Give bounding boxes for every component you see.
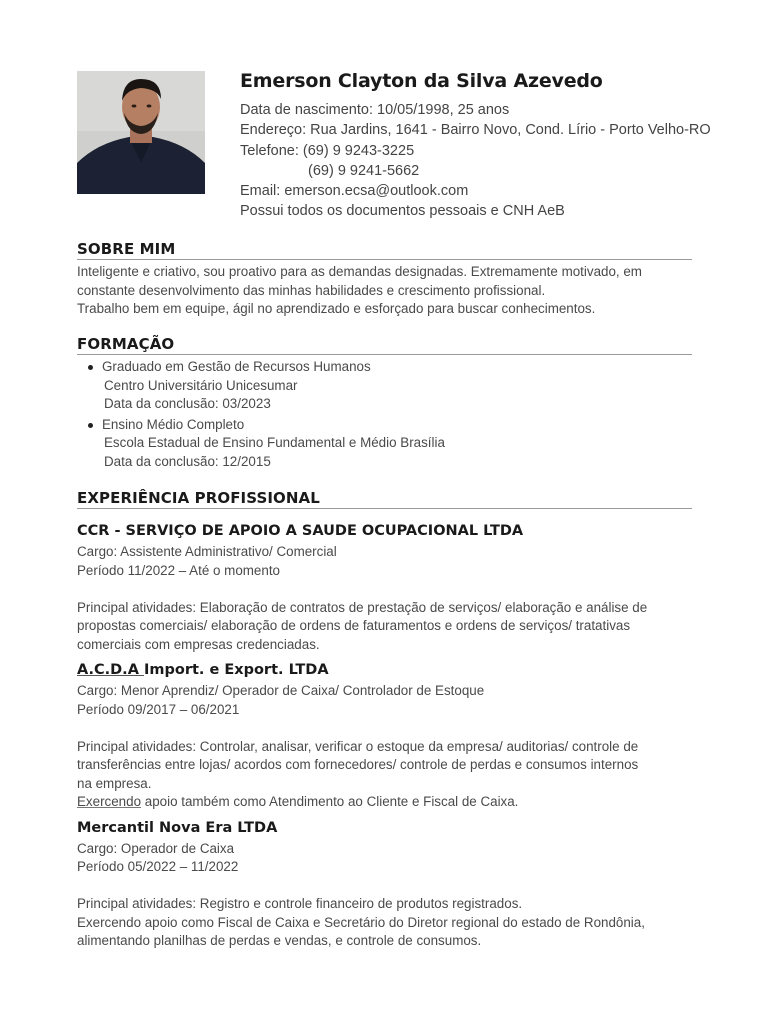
job-company: CCR - SERVIÇO DE APOIO A SAUDE OCUPACIONAL LTDA [77,523,524,539]
job-period: Período 05/2022 – 11/2022 [77,859,239,874]
job-description-line [77,793,692,812]
birth-date: Data de nascimento: 10/05/1998, 25 anos [240,102,510,118]
job-description-line: transferências entre lojas/ acordos com fornecedores/ controle de perdas e consumos internos [77,757,639,772]
email: Email: emerson.ecsa@outlook.com [240,183,469,200]
education-course: Ensino Médio Completo [102,416,245,432]
about-line: Trabalho bem em equipe, ágil no aprendizado e esforçado para buscar conhecimentos. [77,301,596,316]
education-list [77,358,692,471]
job-description-line: alimentando planilhas de perdas e vendas, e controle de consumos. [77,933,482,948]
education-section [77,335,692,473]
company-name-underlined: A.C.D.A [77,662,144,678]
job-period: Período 09/2017 – 06/2021 [77,701,240,717]
person-name: Emerson Clayton da Silva Azevedo [240,70,603,92]
job-entry [77,523,692,654]
job-description-line: Principal atividades: Controlar, analisar, verificar o estoque da empresa/ auditorias/ controle de [77,738,639,754]
education-school: Escola Estadual de Ensino Fundamental e Médio Brasília [104,435,445,450]
job-description-line: Exercendo apoio como Fiscal de Caixa e Secretário do Diretor regional do estado de Rondônia, [77,914,645,930]
experience-section [77,489,692,951]
job-role: Cargo: Menor Aprendiz/ Operador de Caixa/ Controlador de Estoque [77,683,485,698]
job-period: Período 11/2022 – Até o momento [77,562,280,578]
education-date: Data da conclusão: 03/2023 [104,396,271,411]
header-block [240,70,750,222]
job-company [77,662,692,678]
experience-title: EXPERIÊNCIA PROFISSIONAL [77,489,692,509]
education-title: FORMAÇÃO [77,335,692,355]
description-rest: apoio também como Atendimento ao Cliente e Fiscal de Caixa. [141,794,519,809]
address: Endereço: Rua Jardins, 1641 - Bairro Novo, Cond. Lírio - Porto Velho-RO [240,122,711,139]
education-course: Graduado em Gestão de Recursos Humanos [102,359,371,374]
about-line: Inteligente e criativo, sou proativo para as demandas designadas. Extremamente motivado, em [77,264,642,279]
underlined-word: Exercendo [77,794,142,809]
education-date: Data da conclusão: 12/2015 [104,453,271,469]
education-item [77,416,692,472]
job-entry [77,662,692,812]
phone-secondary: (69) 9 9241-5662 [308,162,420,179]
company-name-rest: Import. e Export. LTDA [143,662,329,678]
job-description-line: comerciais com empresas credenciadas. [77,636,320,652]
job-description-line: Principal atividades: Elaboração de contratos de prestação de serviços/ elaboração e análise de [77,599,648,615]
profile-photo [77,71,205,194]
job-description-line: Principal atividades: Registro e controle financeiro de produtos registrados. [77,896,523,911]
about-line: constante desenvolvimento das minhas habilidades e crescimento profissional. [77,282,546,298]
bullet-icon [88,365,93,370]
job-description-line: propostas comerciais/ elaboração de ordens de faturamentos e ordens de serviços/ tratativas [77,618,631,633]
job-entry [77,820,692,951]
documents-note: Possui todos os documentos pessoais e CNH AeB [240,203,565,220]
bullet-icon [88,423,93,428]
education-school: Centro Universitário Unicesumar [104,377,298,393]
about-title: SOBRE MIM [77,240,692,260]
education-item [77,358,692,414]
job-role: Cargo: Operador de Caixa [77,840,235,856]
job-company: Mercantil Nova Era LTDA [77,819,278,836]
phone-primary: Telefone: (69) 9 9243-3225 [240,142,415,159]
portrait-image [77,71,205,194]
job-role: Cargo: Assistente Administrativo/ Comercial [77,544,337,559]
job-description-line: na empresa. [77,775,152,791]
about-section [77,240,692,319]
